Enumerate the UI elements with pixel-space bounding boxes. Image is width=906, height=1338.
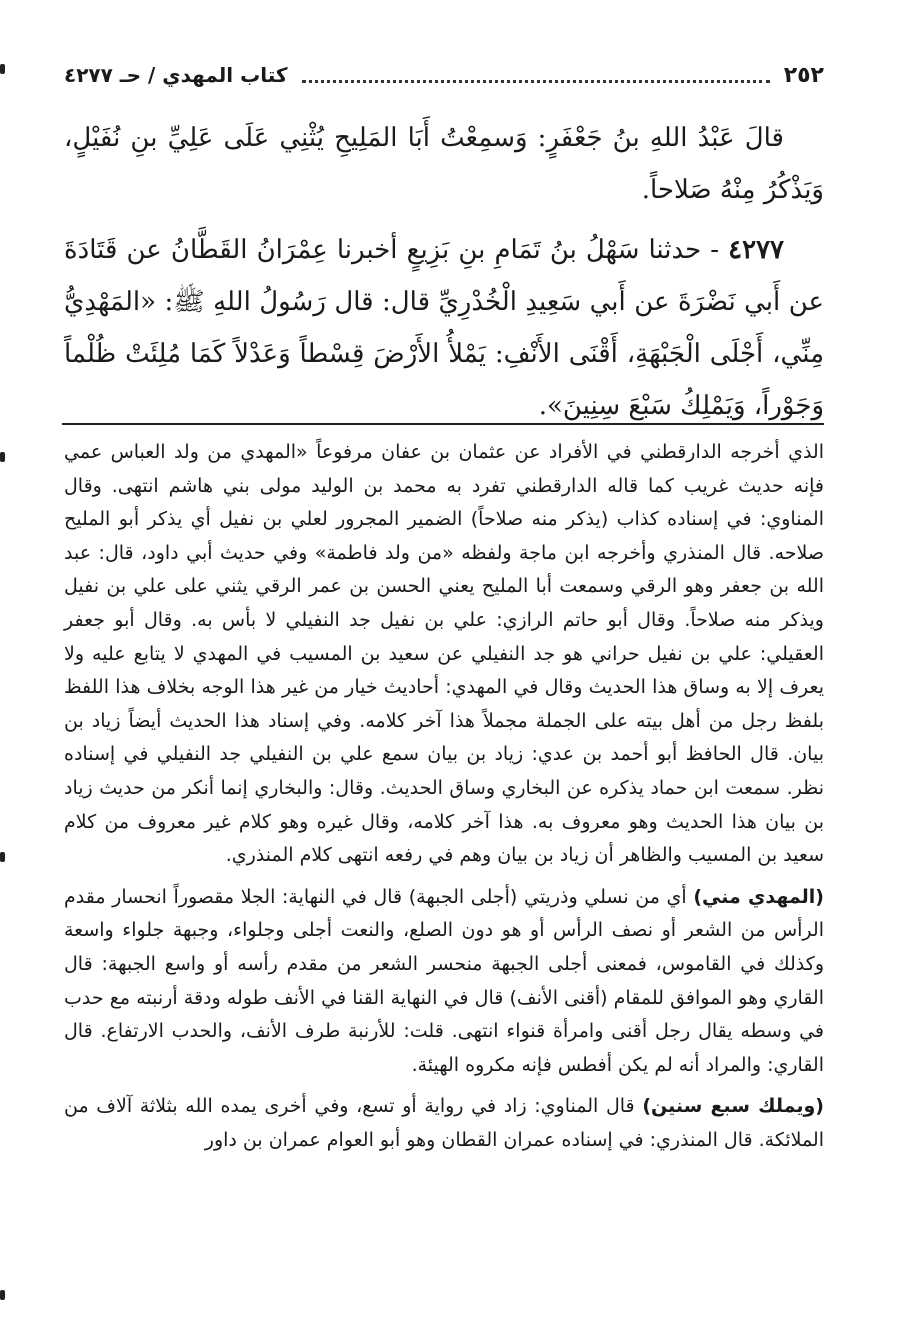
footnote-paragraph: الذي أخرجه الدارقطني في الأفراد عن عثمان بن عفان مرفوعاً «المهدي من ولد العباس عمي فإنه حديث غريب كما قاله الدارقطني تفرد به محمد بن الوليد مولى بني هاشم انتهى. وقال المناوي: في إسناده كذاب (يذكر منه صلاحاً) الضمير المجرور لعلي بن نفيل أي يذكر أبو المليح صلاحه. قال المنذري وأخرجه ابن ماجة ولفظه «من ولد فاطمة» وفي حديث أبي داود، قال: عبد الله بن جعفر وهو الرقي وسمعت أبا المليح يعني الحسن بن عمر الرقي يثني على علي بن نفيل ويذكر منه صلاحاً. وقال أبو حاتم الرازي: علي بن نفيل جد النفيلي لا بأس به. وقال أبو جعفر العقيلي: علي بن نفيل حراني هو جد النفيلي عن سعيد بن المسيب في المهدي لا يتابع عليه ولا يعرف إلا به وساق هذا الحديث وقال في المهدي: أحاديث خيار من غير هذا الوجه بخلاف هذا اللفظ بلفظ رجل من أهل بيته على الجملة مجملاً هذا آخر كلامه. وفي إسناد هذا الحديث أيضاً زياد بن بيان. قال الحافظ أبو أحمد بن عدي: زياد بن بيان سمع علي بن النفيلي جد النفيلي في إسناده نظر. سمعت ابن حماد يذكره عن البخاري وساق الحديث. وقال: والبخاري إنما أنكر من حديث زياد بن بيان هذا الحديث وهو معروف به. هذا آخر كلامه، وقال غيره وهو كلام غير معروف من كلام سعيد بن المسيب والظاهر أن زياد بن بيان وهم في رفعه انتهى كلام المنذري. [64,441,824,867]
page-header [64,58,824,92]
page-number: ٢٥٢ [783,62,824,88]
main-paragraph: قالَ عَبْدُ اللهِ بنُ جَعْفَرٍ: وَسمِعْتُ أَبَا المَلِيحِ يُثْنِي عَلَى عَلِيِّ بنِ نُفَيْلٍ، وَيَذْكُرُ مِنْهُ صَلاحاً. [64,123,824,205]
margin-mark [0,852,5,862]
margin-mark [0,452,5,462]
footnote-separator [62,423,824,425]
footnotes [64,436,824,1165]
hadith-number: ٤٢٧٧ [728,235,785,265]
footnote-text: قال المناوي: زاد في رواية أو تسع، وفي أخرى يمده الله بثلاثة آلاف من الملائكة. قال المنذري: في إسناده عمران القطان وهو أبو العوام عمران بن داور [64,1095,824,1151]
footnote-label: (ويملك سبع سنين) [642,1095,824,1118]
footnote-label: (المهدي مني) [693,885,824,908]
hadith-text: - حدثنا سَهْلُ بنُ تَمَامِ بنِ بَزِيعٍ أخبرنا عِمْرَانُ القَطَّانُ عن قَتَادَةَ عن أَبي نَضْرَةَ عن أَبي سَعِيدِ الْخُدْرِيِّ قال: قال رَسُولُ اللهِ ﷺ: «المَهْدِيُّ مِنِّي، أَجْلَى الْجَبْهَةِ، أَقْنَى الأَنْفِ: يَمْلأُ الأَرْضَ قِسْطاً وَعَدْلاً كَمَا مُلِئَتْ ظُلْماً وَجَوْراً، وَيَمْلِكُ سَبْعَ سِنِينَ». [64,235,824,421]
footnote-text: أي من نسلي وذريتي (أجلى الجبهة) قال في النهاية: الجلا مقصوراً انحسار مقدم الرأس من الشعر أو نصف الرأس أو هو دون الصلع، والنعت أجلى وجلواء، وجبهة جلواء واسعة وكذلك في القاموس، فمعنى أجلى الجبهة منحسر الشعر من مقدم رأسه أو واسع الجبهة: قال القاري وهو الموافق للمقام (أقنى الأنف) قال في النهاية القنا في الأنف طوله ودقة أرنبته مع حدب في وسطه يقال رجل أقنى وامرأة قنواء انتهى. قلت: للأرنبة طرف الأنف، والحدب الارتفاع. قال القاري: والمراد أنه لم يكن أفطس فإنه مكروه الهيئة. [64,885,824,1076]
running-title: كتاب المهدي / حـ ٤٢٧٧ [64,63,288,87]
header-dotted-leader [302,80,770,83]
margin-mark [0,64,5,74]
footnote-paragraph [64,881,824,1083]
hadith-paragraph [64,224,824,432]
main-text [64,112,824,440]
margin-mark [0,1290,5,1300]
footnote-paragraph [64,1090,824,1157]
